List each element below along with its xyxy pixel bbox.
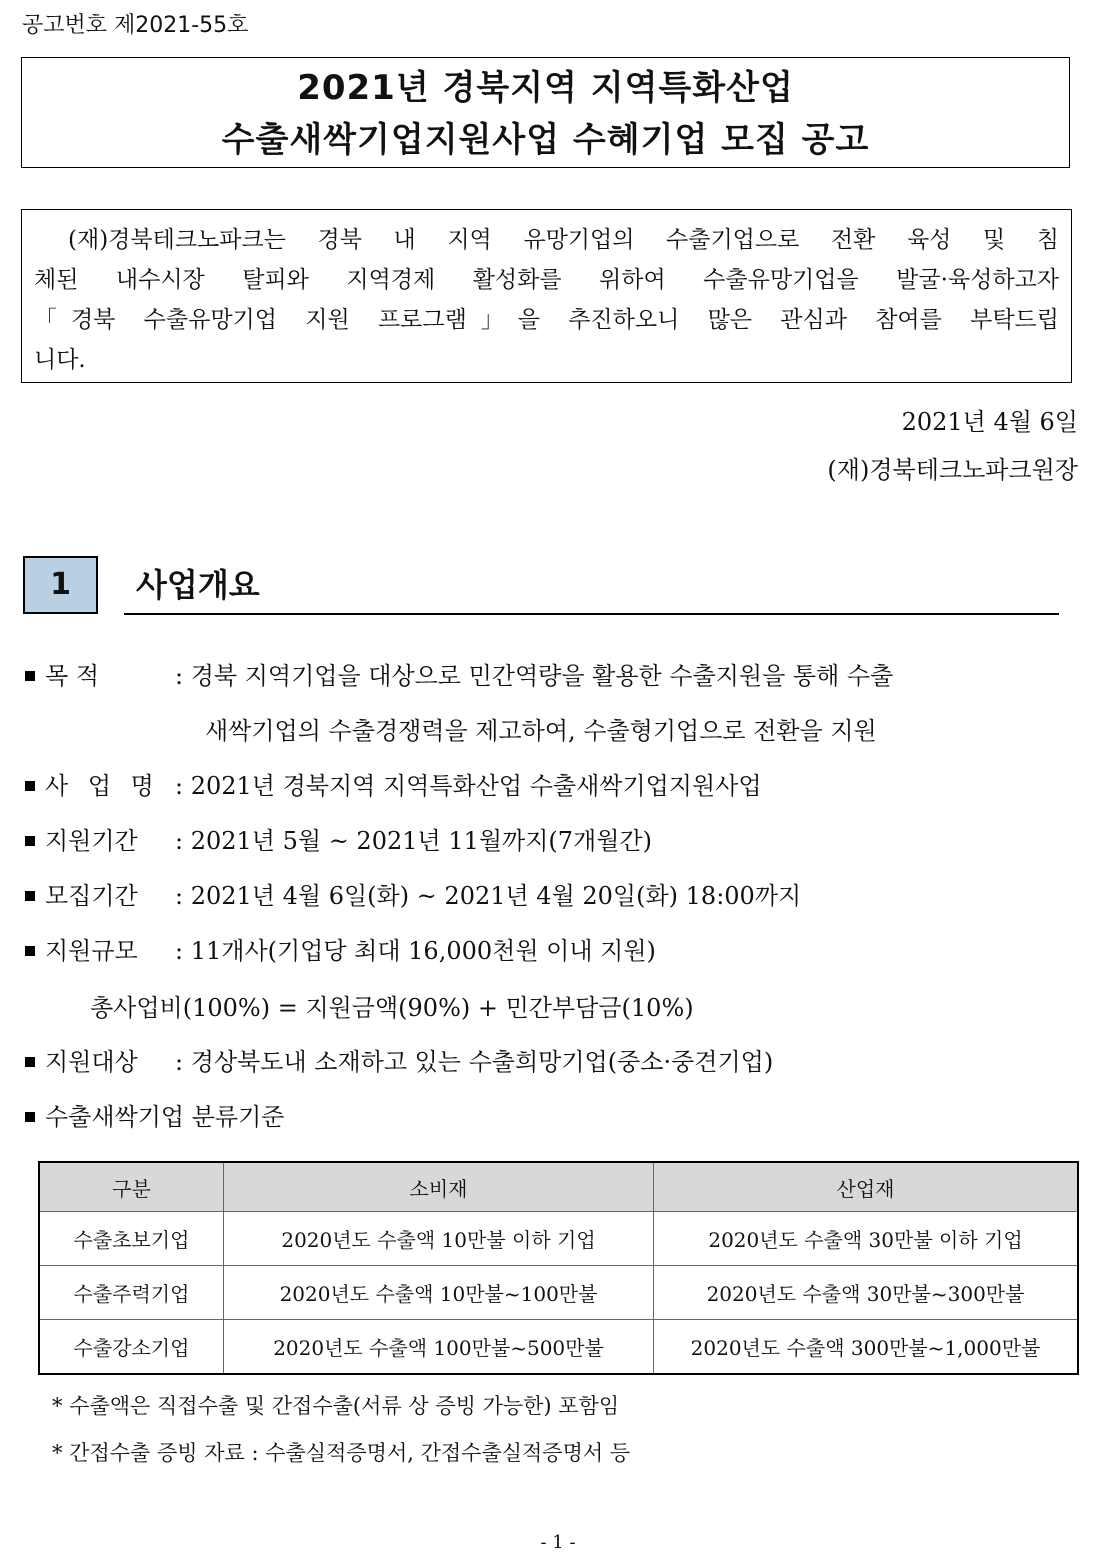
support-scale-value: : 11개사(기업당 최대 16,000천원 이내 지원) (175, 937, 656, 965)
signer: (재)경북테크노파크원장 (827, 456, 1078, 484)
purpose-line-2: 새싹기업의 수출경쟁력을 제고하여, 수출형기업으로 전환을 지원 (205, 717, 877, 745)
support-period-label: 지원기간 (45, 827, 138, 855)
item-support-target (25, 1045, 773, 1079)
support-target-label: 지원대상 (45, 1048, 138, 1076)
support-period-value: : 2021년 5월 ~ 2021년 11월까지(7개월간) (175, 827, 652, 855)
square-bullet-icon (25, 671, 35, 681)
table-cell: 수출주력기업 (39, 1266, 224, 1320)
project-name-label: 사 업 명 (45, 772, 160, 800)
item-criteria (25, 1100, 284, 1134)
square-bullet-icon (25, 1112, 35, 1122)
table-header-category: 구분 (39, 1162, 224, 1212)
intro-line-4: 니다. (34, 347, 86, 373)
note-2: * 간접수출 증빙 자료 : 수출실적증명서, 간접수출실적증명서 등 (52, 1441, 631, 1465)
intro-line-1: (재)경북테크노파크는 경북 내 지역 유망기업의 수출기업으로 전환 육성 및 침 (68, 227, 1059, 253)
notice-number: 공고번호 제2021-55호 (22, 13, 249, 38)
table-row (39, 1320, 1078, 1375)
table-cell: 2020년도 수출액 100만불~500만불 (224, 1320, 654, 1375)
table-header-row (39, 1162, 1078, 1212)
intro-box (21, 209, 1072, 383)
square-bullet-icon (25, 836, 35, 846)
purpose-label: 목 적 (45, 662, 99, 690)
table-row (39, 1266, 1078, 1320)
support-target-value: : 경상북도내 소재하고 있는 수출희망기업(중소·중견기업) (175, 1048, 774, 1076)
title-line-2: 수출새싹기업지원사업 수혜기업 모집 공고 (221, 120, 870, 160)
recruit-period-value: : 2021년 4월 6일(화) ~ 2021년 4월 20일(화) 18:00까지 (175, 882, 802, 910)
item-purpose (25, 659, 893, 693)
section-number: 1 (23, 556, 98, 614)
table-cell: 2020년도 수출액 300만불~1,000만불 (654, 1320, 1079, 1375)
square-bullet-icon (25, 781, 35, 791)
table-cell: 2020년도 수출액 30만불~300만불 (654, 1266, 1079, 1320)
recruit-period-label: 모집기간 (45, 882, 138, 910)
title-line-1: 2021년 경북지역 지역특화산업 (297, 68, 794, 108)
title-box (21, 57, 1070, 168)
intro-line-3: 「경북 수출유망기업 지원 프로그램」을 추진하오니 많은 관심과 참여를 부탁드립 (34, 307, 1059, 333)
intro-line-2: 체된 내수시장 탈피와 지역경제 활성화를 위하여 수출유망기업을 발굴·육성하고자 (34, 267, 1059, 293)
criteria-label: 수출새싹기업 분류기준 (45, 1103, 285, 1131)
page-number: - 1 - (540, 1532, 576, 1553)
project-name-value: : 2021년 경북지역 지역특화산업 수출새싹기업지원사업 (175, 772, 762, 800)
item-project-name (25, 769, 762, 803)
table-header-industrial: 산업재 (654, 1162, 1079, 1212)
table-row (39, 1212, 1078, 1266)
section-underline (124, 613, 1059, 615)
item-recruit-period (25, 879, 801, 913)
classification-table (38, 1161, 1079, 1375)
section-title: 사업개요 (136, 566, 260, 604)
table-cell: 2020년도 수출액 30만불 이하 기업 (654, 1212, 1079, 1266)
support-scale-detail: 총사업비(100%) = 지원금액(90%) + 민간부담금(10%) (90, 994, 694, 1022)
table-cell: 수출강소기업 (39, 1320, 224, 1375)
table-cell: 2020년도 수출액 10만불~100만불 (224, 1266, 654, 1320)
table-cell: 2020년도 수출액 10만불 이하 기업 (224, 1212, 654, 1266)
square-bullet-icon (25, 1057, 35, 1067)
purpose-line-1: : 경북 지역기업을 대상으로 민간역량을 활용한 수출지원을 통해 수출 (175, 662, 894, 690)
square-bullet-icon (25, 946, 35, 956)
note-1: * 수출액은 직접수출 및 간접수출(서류 상 증빙 가능한) 포함임 (52, 1394, 620, 1418)
announcement-date: 2021년 4월 6일 (901, 408, 1078, 436)
square-bullet-icon (25, 891, 35, 901)
item-support-scale (25, 934, 656, 968)
table-header-consumer: 소비재 (224, 1162, 654, 1212)
table-cell: 수출초보기업 (39, 1212, 224, 1266)
item-support-period (25, 824, 652, 858)
support-scale-label: 지원규모 (45, 937, 138, 965)
